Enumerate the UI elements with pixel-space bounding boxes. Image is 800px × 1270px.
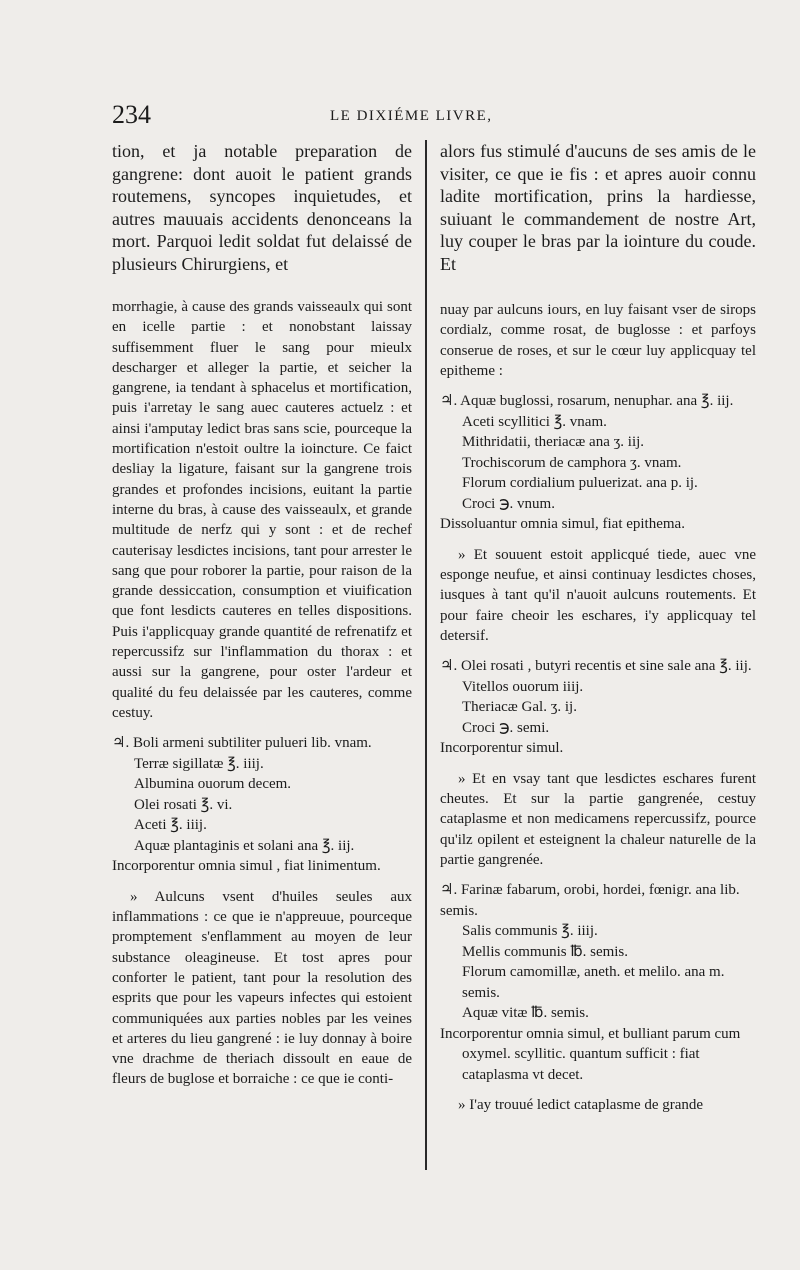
right-paragraph-2: » Et souuent estoit applicqué tiede, auec vne esponge neufue, et ainsi continuay lesdictes choses, iusques à tant qu'il n'auoit aulcuns routements. Et pour faire cheoir les eschares, i'y applicquay tel detersif. — [440, 546, 756, 644]
page-header — [112, 100, 752, 140]
right-intro-paragraph: alors fus stimulé d'aucuns de ses amis de le visiter, ce que ie fis : et apres auoir connu ladite mortification, prins la hardiesse, suiuant le commandement de nostre Art, luy couper le bras par la iointure du coude. Et — [440, 141, 756, 274]
recipe-line: Theriacæ Gal. ʒ. ij. — [462, 699, 577, 716]
running-title: LE DIXIÉME LIVRE, — [330, 108, 493, 124]
recipe-line: ♃. Olei rosati , butyri recentis et sine sale ana ℥. iij. — [440, 658, 752, 675]
recipe-line: ♃. Aquæ buglossi, rosarum, nenuphar. ana ℥. iij. — [440, 393, 734, 410]
left-paragraph-2: » Aulcuns vsent d'huiles seules aux inflammations : ce que ie n'appreuue, pourceque promptement s'enflamment au moyen de leur substance oleagineuse. Et tost apres pour conforter le patient, tant pour la resolution des esprits que pour les vapeurs infectes qui estoient communiquées aux parties nobles par les veines et arteres du lieu gangrené : ie luy donnay à boire vne drachme de theriach dissoult en eaue de fleurs de buglose et borraiche : ce que ie conti- — [112, 888, 412, 1088]
recipe-line: Vitellos ouorum iiij. — [462, 678, 584, 695]
recipe-line: Florum cordialium puluerizat. ana p. ij. — [462, 475, 698, 492]
recipe-line: Florum camomillæ, aneth. et melilo. ana m. semis. — [462, 964, 725, 1001]
right-recipe-1 — [440, 391, 756, 514]
right-recipe-2 — [440, 656, 756, 738]
right-recipe-2-close: Incorporentur simul. — [440, 740, 564, 757]
recipe-line: Aceti scyllitici ℥. vnam. — [462, 413, 607, 430]
recipe-line: ♃. Farinæ fabarum, orobi, hordei, fœnigr. ana lib. semis. — [440, 882, 740, 919]
left-recipe-1-close: Incorporentur omnia simul , fiat linimentum. — [112, 858, 381, 875]
page-number: 234 — [112, 100, 151, 129]
left-intro-paragraph: tion, et ja notable preparation de gangrene: dont auoit le patient grands routemens, syncopes inquietudes, et autres mauuais accidents denonceans la mort. Parquoi ledit soldat fut delaissé de plusieurs Chirurgiens, et — [112, 141, 412, 274]
right-column — [440, 140, 756, 1115]
recipe-line: Salis communis ℥. iiij. — [462, 923, 598, 940]
recipe-line: Mellis communis ℔. semis. — [462, 943, 629, 960]
recipe-line: Aquæ vitæ ℔. semis. — [462, 1005, 589, 1022]
right-recipe-3-close: Incorporentur omnia simul, et bulliant parum cum oxymel. scyllitic. quantum sufficit : fiat cataplasma vt decet. — [440, 1025, 741, 1083]
recipe-line: Albumina ouorum decem. — [134, 776, 292, 793]
recipe-line: Trochiscorum de camphora ʒ. vnam. — [462, 454, 682, 471]
recipe-line: Olei rosati ℥. vi. — [134, 796, 233, 813]
left-column — [112, 140, 412, 1090]
right-paragraph-1: nuay par aulcuns iours, en luy faisant vser de sirops cordialz, comme rosat, de buglosse : et parfoys conserue de roses, et sur le cœur luy applicquay tel epitheme : — [440, 302, 756, 379]
right-recipe-3 — [440, 880, 756, 1024]
right-recipe-1-close: Dissoluantur omnia simul, fiat epithema. — [440, 516, 685, 533]
column-divider — [425, 140, 427, 1170]
recipe-line: Terræ sigillatæ ℥. iiij. — [134, 755, 264, 772]
recipe-line: Aceti ℥. iiij. — [134, 817, 207, 834]
right-paragraph-3: » Et en vsay tant que lesdictes eschares furent cheutes. Et sur la partie gangrenée, cestuy cataplasme et non medicamens repercussifz, pource qu'ilz opilent et esteignent la chaleur naturelle de la partie gangrenée. — [440, 770, 756, 868]
left-paragraph-1: morrhagie, à cause des grands vaisseaulx qui sont en icelle partie : et nonobstant laissay suffisemment fluer le sang pour mieulx descharger et alleger la partie, et seicher la gangrene, ia tendant à sphacelus et mortification, puis i'arretay le sang auec cauteres actuelz : et ainsi i'amputay ledict bras sans scie, pourceque la mortification n'estoit oultre la ioincture. Ce faict desliay la ligature, faisant sur la gangrene trois grandes et profondes incisions, euitant la partie interne du bras, à cause des vaisseaulx, et grande multitude de nerfz qui y sont : et de rechef cauterisay lesdictes incisions, tant pour arrester le sang que pour roborer la partie, pour raison de la grande dessiccation, consumption et viuification que font lesdicts cauteres en telles dispositions. Puis i'applicquay grande quantité de refrenatifz et repercussifz sur l'inflammation du thorax : et aussi sur la gangrene, pour oster l'ardeur et qualité du feu delaissée par les cauteres, comme cestuy. — [112, 299, 412, 721]
recipe-line: Croci ℈. semi. — [462, 719, 550, 736]
recipe-line: Croci ℈. vnum. — [462, 495, 555, 512]
recipe-line: Aquæ plantaginis et solani ana ℥. iij. — [134, 837, 355, 854]
recipe-line: Mithridatii, theriacæ ana ʒ. iij. — [462, 434, 645, 451]
recipe-line: ♃. Boli armeni subtiliter pulueri lib. vnam. — [112, 735, 372, 752]
left-recipe-1 — [112, 733, 412, 856]
right-paragraph-4: » I'ay trouué ledict cataplasme de grande — [458, 1097, 704, 1114]
